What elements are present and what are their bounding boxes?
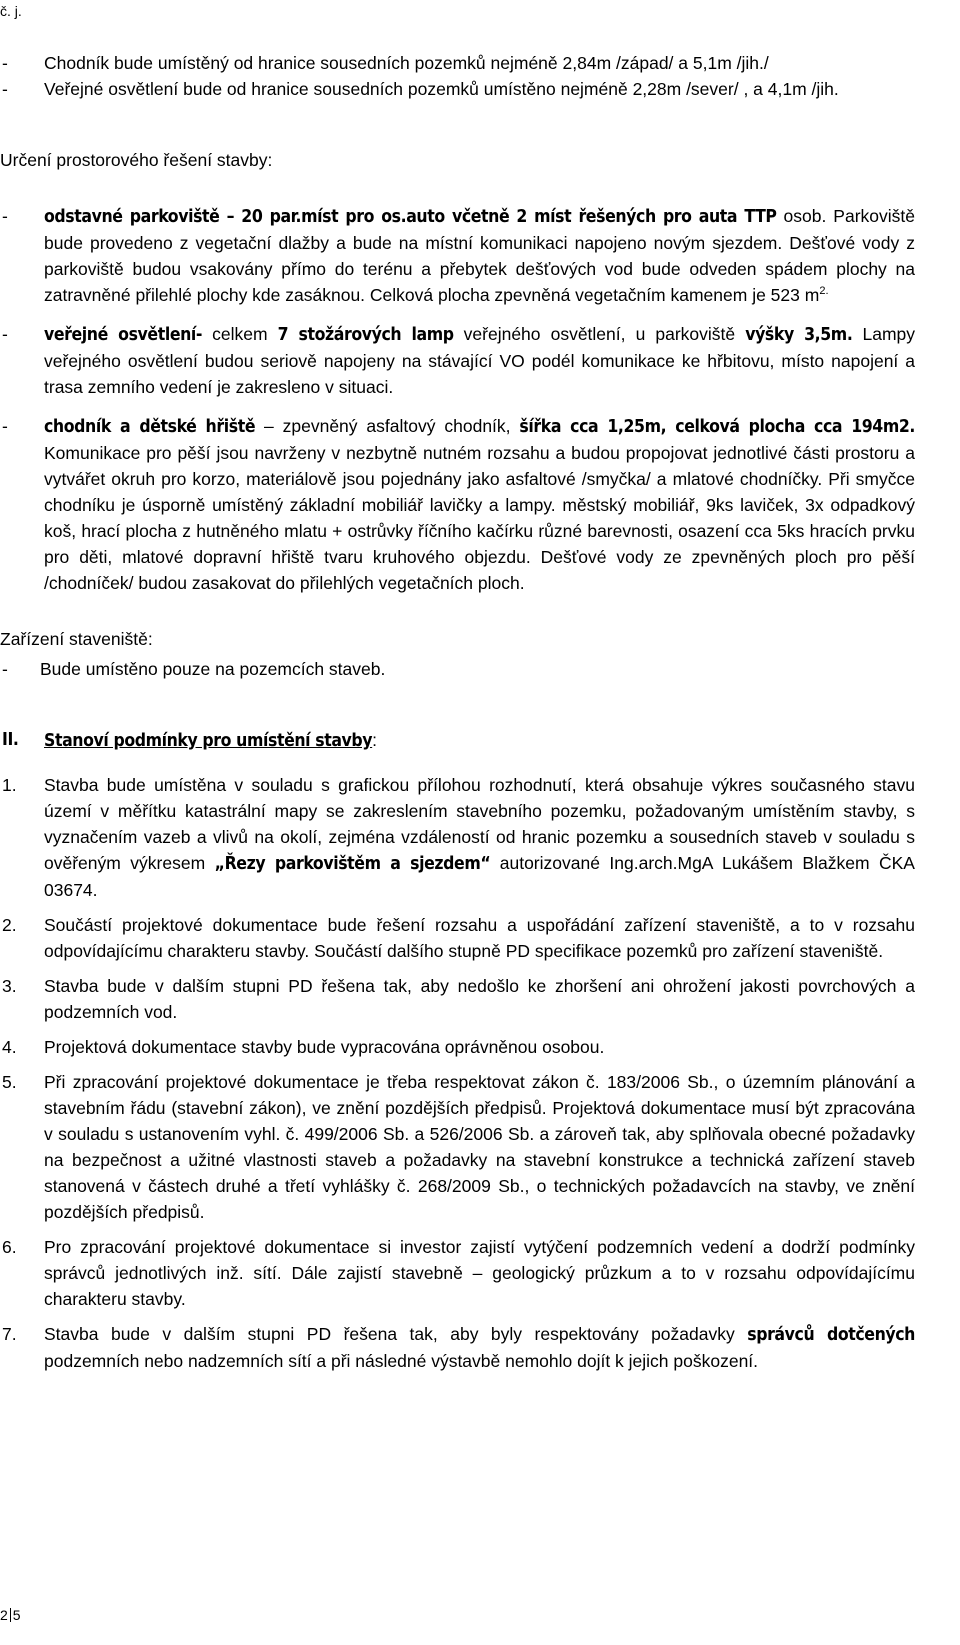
- list-item-text: Veřejné osvětlení bude od hranice sousedních pozemků umístěno nejméně 2,28m /sever/ , a 4,1m /jih.: [44, 79, 839, 99]
- condition-bold: „Řezy parkovištěm a sjezdem“: [214, 854, 491, 874]
- condition-item: [0, 912, 915, 964]
- path-item: - chodník a dětské hřiště – zpevněný asfaltový chodník, šířka cca 1,25m, celková plocha cca 194m2. Komunikace pro pěší jsou navrženy v nezbytně nutném rozsahu a budou propojovat jednotlivé části prostoru a vytvářet okruh pro korzo, materiálově jsou pojednány jako asfaltové /smyčka/ a mlatové chodníčky. Při smyčce chodníku je úsporně umístěný základní mobiliář lavičky a lampy. městský mobiliář, 9ks laviček, 3x odpadkový koš, hrací plocha z hutněného mlatu + ostrůvky říčního kačírku různé barevnosti, osazení cca 5ks hracích prvku pro děti, mlatové dopravní hřiště tvaru kruhového objezdu. Dešťové vody ze zpevněných ploch pro pěší /chodníček/ budou zasakovat do přilehlých vegetačních ploch.: [2, 416, 916, 593]
- condition-text: Stavba bude v dalším stupni PD řešena tak, aby nedošlo ke zhoršení ani ohrožení jakosti povrchových a podzemních vod.: [44, 976, 915, 1022]
- reference-number: č. j.: [0, 3, 22, 19]
- document-body: [0, 50, 915, 1383]
- section-heading: Zařízení staveniště:: [0, 629, 153, 649]
- parking-item: - odstavné parkoviště – 20 par.míst pro os.auto včetně 2 míst řešených pro auta TTP osob. Parkoviště bude provedeno z vegetační dlažby a bude na místní komunikaci napojeno novým sjezdem. Dešťové vody z parkoviště budou vsakovány přímo do terénu a přebytek dešťových vod bude odveden spádem plochy na zatravněné přilehlé plochy kde zasáknou. Celková plocha zpevněná vegetačním kamenem je 523 $m^{2.}$: [2, 206, 915, 305]
- lighting-text-3: Lampy veřejného osvětlení budou seriově napojeny na stávající VO podél komunikace ke hřbitovu, místo napojení a trasa zemního vedení je zakresleno v situaci.: [44, 324, 916, 397]
- conditions-list: [0, 772, 915, 1374]
- page-total: 5: [12, 1607, 21, 1623]
- condition-item: [0, 973, 915, 1025]
- parking-sup: 2.: [819, 285, 829, 298]
- condition-item: [0, 1069, 915, 1225]
- path-bold-1: chodník a dětské hřiště: [44, 417, 256, 437]
- section-number: II.: [2, 730, 19, 750]
- section-title-text: Stanoví podmínky pro umístění stavby: [44, 731, 373, 751]
- condition-text: Pro zpracování projektové dokumentace si investor zajistí vytýčení podzemních vedení a dodrží podmínky správců jednotlivých inž. sítí. Dále zajistí stavebně – geologický průzkum a to v rozsahu odpovídajícímu charakteru stavby.: [44, 1237, 915, 1309]
- condition-number: 2.: [2, 915, 17, 935]
- condition-text: Stavba bude umístěna v souladu s grafickou přílohou rozhodnutí, která obsahuje výkres současného stavu území v měřítku katastrální mapy se zakreslením stavebního pozemku, požadovaným umístěním stavby, s vyznačením vazeb a vlivů na okolí, zejména vzdáleností od hranic pozemku a sousedních staveb v souladu s ověřeným výkresem: [44, 775, 915, 873]
- condition-tail: autorizované Ing.arch.MgA Lukášem Blažkem ČKA 03674.: [44, 853, 915, 900]
- condition-text: Stavba bude v dalším stupni PD řešena tak, aby byly respektovány požadavky: [44, 1324, 748, 1344]
- condition-item: [0, 772, 915, 903]
- condition-number: 3.: [2, 976, 17, 996]
- condition-number: 6.: [2, 1237, 17, 1257]
- lighting-bold-1: veřejné osvětlení-: [44, 325, 203, 345]
- lighting-bold-3: výšky 3,5m.: [745, 325, 853, 345]
- list-item-text: Chodník bude umístěný od hranice sousedních pozemků nejméně 2,84m /západ/ a 5,1m /jih./: [44, 53, 769, 73]
- condition-number: 1.: [2, 775, 17, 795]
- condition-bold: správců dotčených: [747, 1325, 915, 1345]
- condition-text: Při zpracování projektové dokumentace je třeba respektovat zákon č. 183/2006 Sb., o územním plánování a stavebním řádu (stavební zákon), ve znění pozdějších předpisů. Projektová dokumentace musí být zpracována v souladu s ustanovením vyhl. č. 499/2006 Sb. a 526/2006 Sb. a zároveň tak, aby splňovala obecné požadavky na bezpečnost a užitné vlastnosti staveb a požadavky na stavební konstrukce a technická zařízení staveb stanovená v částech druhé a třetí vyhlášky č. 268/2009 Sb., o technických požadavcích na stavby, ve znění pozdějších předpisů.: [44, 1072, 915, 1222]
- section-title: [0, 727, 915, 754]
- list-item: - Veřejné osvětlení bude od hranice sousedních pozemků umístěno nejméně 2,28m /sever/ , a 4,1m /jih.: [2, 79, 839, 99]
- path-text-2: Komunikace pro pěší jsou navrženy v nezbytně nutném rozsahu a budou propojovat jednotlivé části prostoru a vytvářet okruh pro korzo, materiálově jsou pojednány jako asfaltové /smyčka/ a mlatové chodníčky. Při smyčce chodníku je úsporně umístěný základní mobiliář lavičky a lampy. městský mobiliář, 9ks laviček, 3x odpadkový koš, hrací plocha z hutněného mlatu + ostrůvky říčního kačírku různé barevnosti, osazení cca 5ks hracích prvku pro děti, mlatové dopravní hřiště tvaru kruhového objezdu. Dešťové vody ze zpevněných ploch pro pěší /chodníček/ budou zasakovat do přilehlých vegetačních ploch.: [44, 443, 915, 593]
- condition-tail: podzemních nebo nadzemních sítí a při následné výstavbě nemohlo dojít k jejich poškození.: [44, 1351, 759, 1371]
- page-current: 2: [0, 1607, 8, 1623]
- condition-number: 5.: [2, 1072, 17, 1092]
- parking-text: osob. Parkoviště bude provedeno z vegetační dlažby a bude na místní komunikaci napojeno novým sjezdem. Dešťové vody z parkoviště budou vsakovány přímo do terénu a přebytek dešťových vod bude odveden spádem plochy na zatravněné přilehlé plochy kde zasáknou. Celková plocha zpevněná vegetačním kamenem je 523 m: [44, 206, 915, 305]
- path-bold-2: šířka cca 1,25m, celková plocha cca 194m2.: [519, 417, 916, 437]
- list-item-text: Bude umístěno pouze na pozemcích staveb.: [40, 659, 386, 679]
- condition-item: [0, 1234, 915, 1312]
- condition-number: 7.: [2, 1324, 17, 1344]
- section-title-colon: :: [372, 730, 378, 750]
- list-item: - Chodník bude umístěný od hranice sousedních pozemků nejméně 2,84m /západ/ a 5,1m /jih./: [2, 53, 769, 73]
- condition-item: [0, 1034, 915, 1060]
- lighting-bold-2: 7 stožárových lamp: [277, 325, 454, 345]
- path-text-1: – zpevněný asfaltový chodník,: [255, 416, 520, 436]
- lighting-text-2: veřejného osvětlení, u parkoviště: [453, 324, 746, 344]
- parking-bold: odstavné parkoviště – 20 par.míst pro os.auto včetně 2 míst řešených pro auta TTP: [44, 207, 777, 227]
- condition-text: Součástí projektové dokumentace bude řešení rozsahu a uspořádání zařízení staveniště, a to v rozsahu odpovídajícímu charakteru stavby. Součástí dalšího stupně PD specifikace pozemků pro zařízení staveniště.: [44, 915, 915, 961]
- page-number: [0, 1606, 21, 1624]
- condition-number: 4.: [2, 1037, 17, 1057]
- section-heading: Určení prostorového řešení stavby:: [0, 150, 273, 170]
- lighting-item: - veřejné osvětlení- celkem 7 stožárových lamp veřejného osvětlení, u parkoviště výšky 3,5m. Lampy veřejného osvětlení budou seriově napojeny na stávající VO podél komunikace ke hřbitovu, místo napojení a trasa zemního vedení je zakresleno v situaci.: [2, 324, 916, 397]
- condition-item: [0, 1321, 915, 1374]
- lighting-text-1: celkem: [202, 324, 278, 344]
- condition-text: Projektová dokumentace stavby bude vypracována oprávněnou osobou.: [44, 1037, 605, 1057]
- list-item: - Bude umístěno pouze na pozemcích staveb.: [2, 659, 386, 679]
